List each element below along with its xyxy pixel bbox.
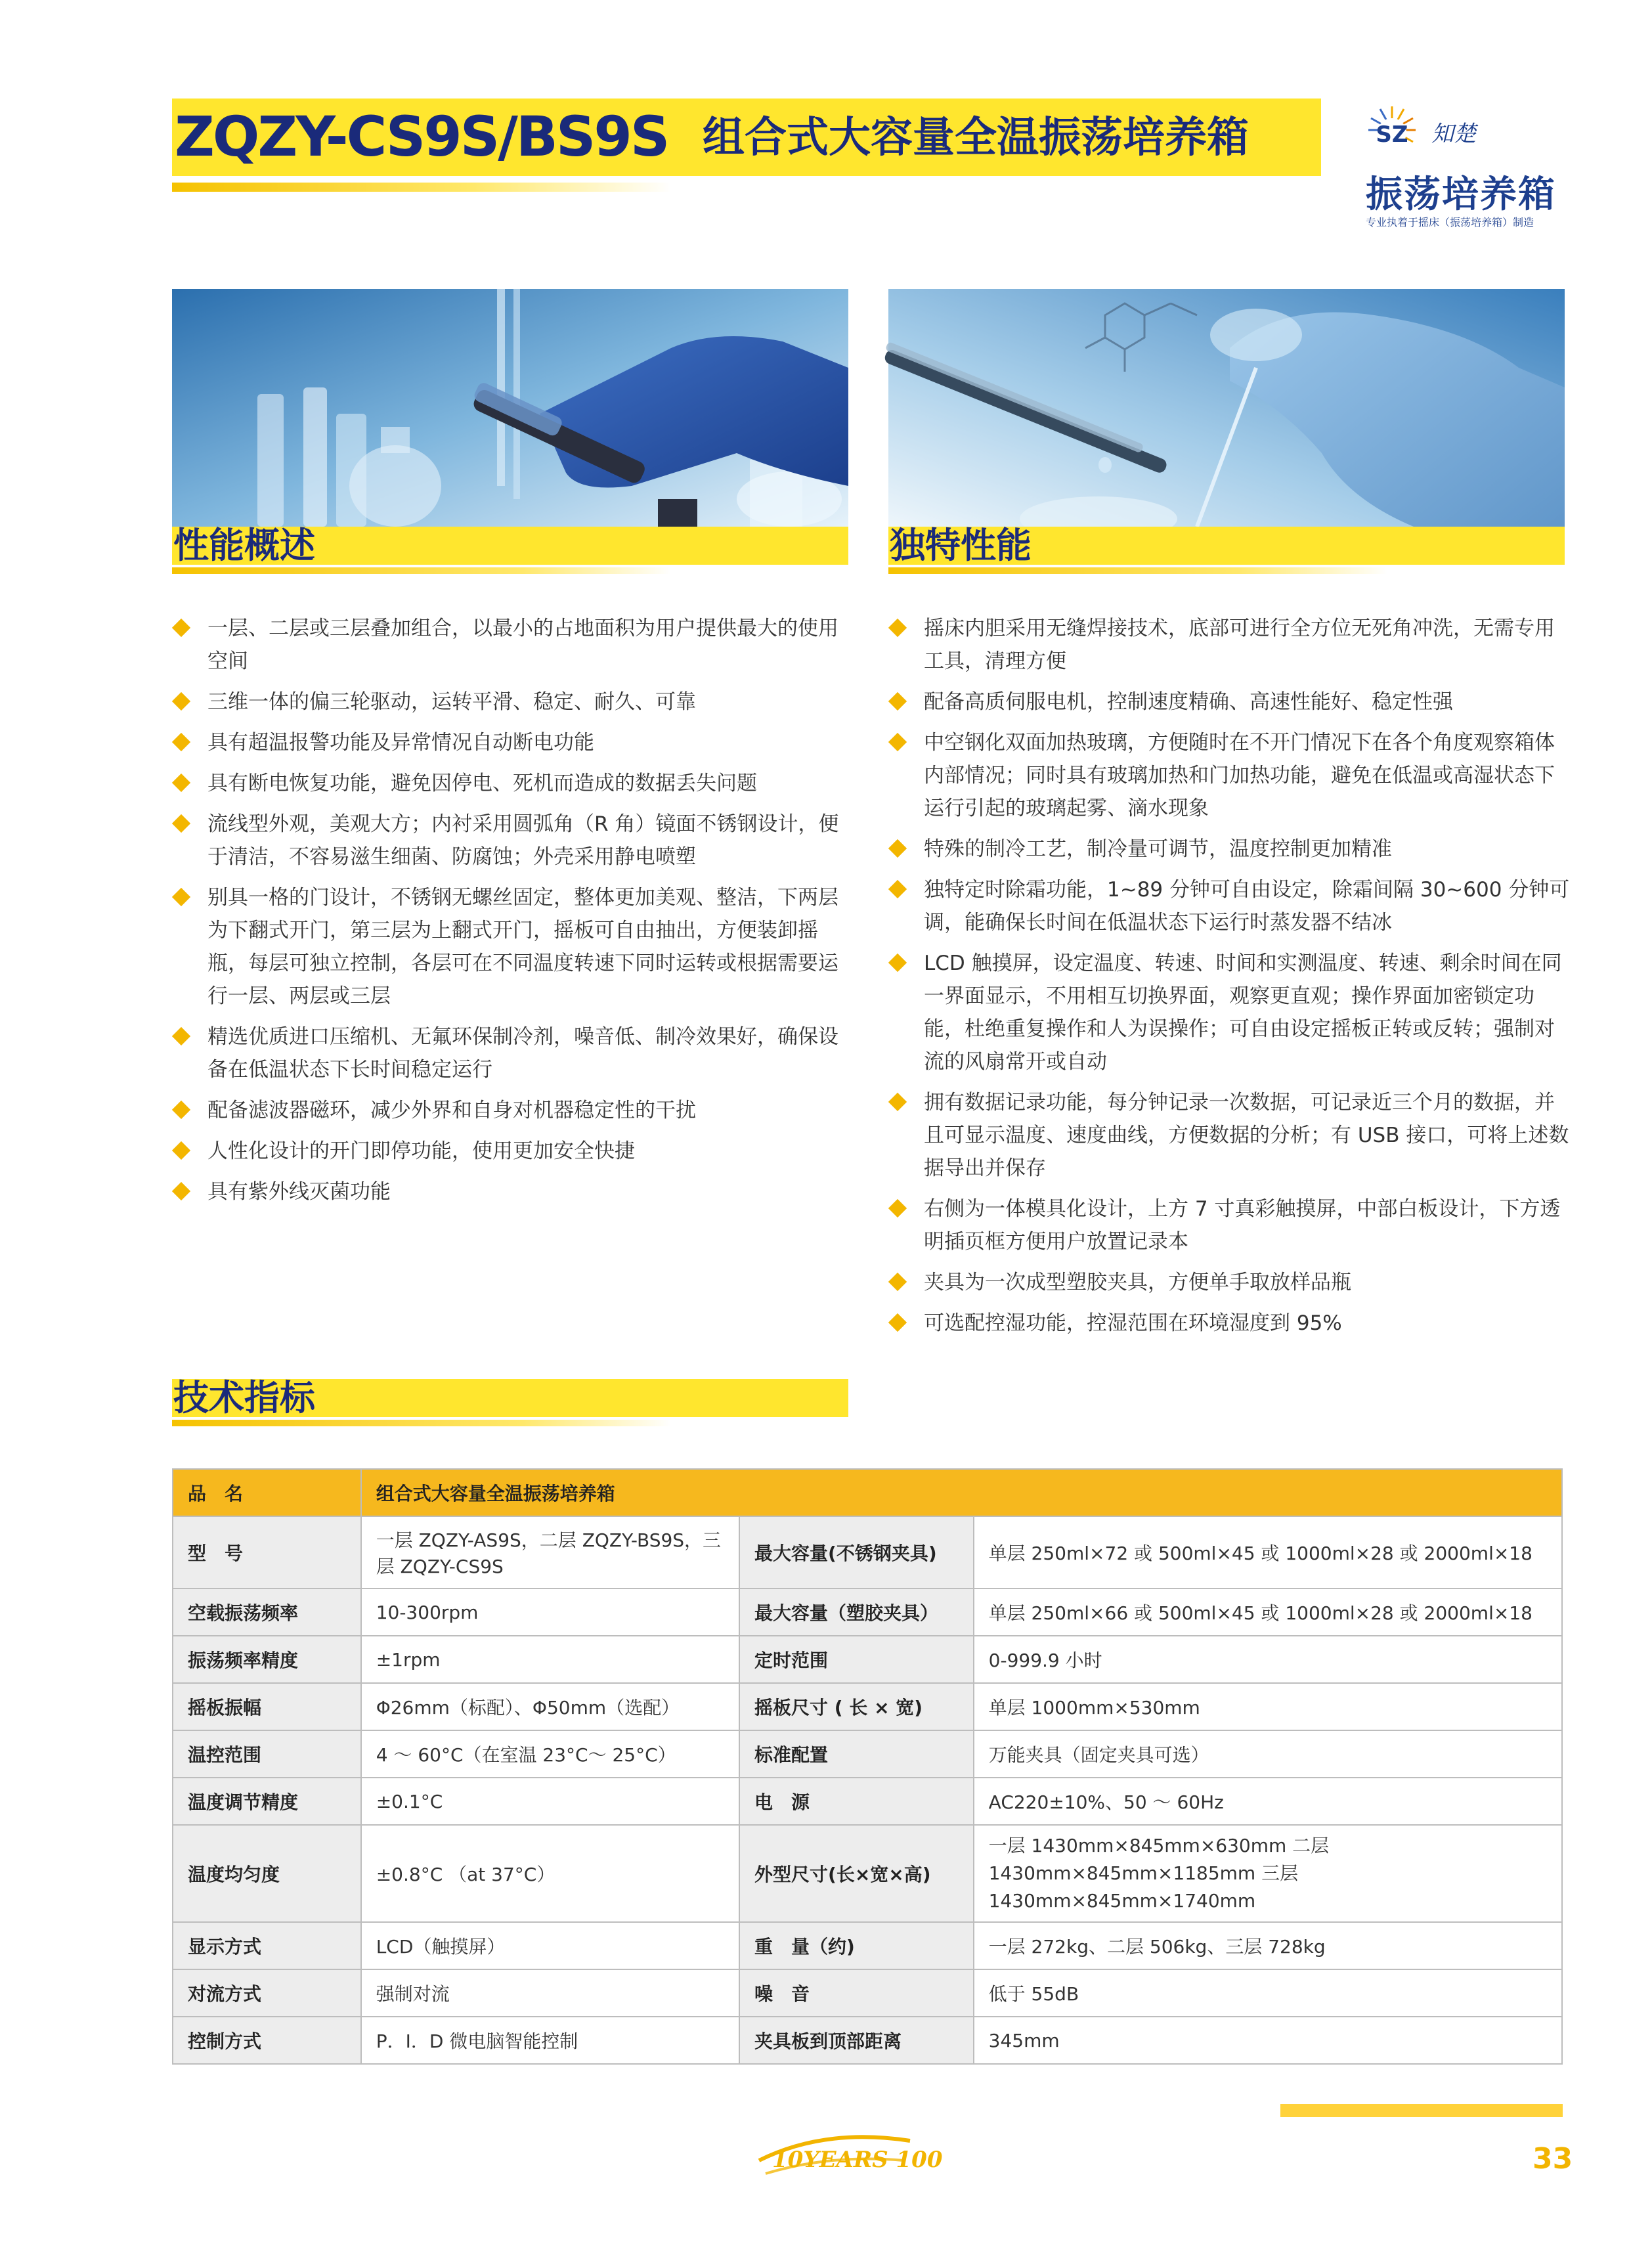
list-item: 具有断电恢复功能，避免因停电、死机而造成的数据丢失问题 (172, 767, 855, 800)
table-row (173, 2017, 1562, 2064)
spec-key: 标准配置 (739, 1730, 974, 1778)
list-item: 流线型外观，美观大方；内衬采用圆弧角（R 角）镜面不锈钢设计，便于清洁，不容易滋生细菌、防腐蚀；外壳采用静电喷塑 (172, 808, 855, 873)
spec-key: 控制方式 (173, 2017, 361, 2064)
list-item: 具有超温报警功能及异常情况自动断电功能 (172, 726, 855, 759)
section-unique-title: 独特性能 (890, 525, 1032, 566)
list-item: 拥有数据记录功能，每分钟记录一次数据，可记录近三个月的数据，并且可显示温度、速度曲线，方便数据的分析；有 USB 接口，可将上述数据导出并保存 (888, 1086, 1571, 1185)
section-unique-underline (888, 567, 1387, 574)
footer-accent-bar (1280, 2104, 1563, 2117)
section-specs-underline (172, 1420, 671, 1426)
list-item: 人性化设计的开门即停功能，使用更加安全快捷 (172, 1135, 855, 1168)
list-item: LCD 触摸屏，设定温度、转速、时间和实测温度、转速、剩余时间在同一界面显示，不用相互切换界面，观察更直观；操作界面加密锁定功能，杜绝重复操作和人为误操作；可自由设定摇板正转或反转；强制对流的风扇常开或自动 (888, 947, 1571, 1078)
spec-key: 型 号 (173, 1516, 361, 1589)
spec-key: 重 量（约) (739, 1922, 974, 1969)
brand-subtitle: 专业执着于摇床（振荡培养箱）制造 (1366, 216, 1534, 229)
list-item: 右侧为一体模具化设计，上方 7 寸真彩触摸屏，中部白板设计，下方透明插页框方便用户放置记录本 (888, 1193, 1571, 1258)
list-item: 别具一格的门设计，不锈钢无螺丝固定，整体更加美观、整洁，下两层为下翻式开门，第三层为上翻式开门，摇板可自由抽出，方便装卸摇瓶，每层可独立控制，各层可在不同温度转速下同时运转或根据需要运行一层、两层或三层 (172, 881, 855, 1013)
product-model: ZQZY-CS9S/BS9S (175, 104, 668, 169)
list-item: 配备滤波器磁环，减少外界和自身对机器稳定性的干扰 (172, 1094, 855, 1127)
product-title: 组合式大容量全温振荡培养箱 (703, 114, 1249, 162)
section-overview-underline (172, 567, 671, 574)
spec-key: 摇板振幅 (173, 1683, 361, 1730)
list-item: 摇床内胆采用无缝焊接技术，底部可进行全方位无死角冲洗，无需专用工具，清理方便 (888, 612, 1571, 678)
table-row (173, 1730, 1562, 1778)
list-item: 一层、二层或三层叠加组合，以最小的占地面积为用户提供最大的使用空间 (172, 612, 855, 678)
spec-value: AC220±10%、50 ～ 60Hz (974, 1778, 1562, 1825)
spec-key: 噪 音 (739, 1969, 974, 2017)
table-row (173, 1683, 1562, 1730)
list-item: 可选配控湿功能，控湿范围在环境湿度到 95% (888, 1307, 1571, 1340)
brand-title: 振荡培养箱 (1366, 173, 1556, 216)
spec-value: 万能夹具（固定夹具可选） (974, 1730, 1562, 1778)
spec-key: 摇板尺寸 ( 长 × 宽) (739, 1683, 974, 1730)
spec-value: 一层 1430mm×845mm×630mm 二层 1430mm×845mm×1185mm 三层 1430mm×845mm×1740mm (974, 1825, 1562, 1922)
table-row (173, 1636, 1562, 1683)
brand-name: 知楚 (1431, 121, 1476, 147)
list-item: 三维一体的偏三轮驱动，运转平滑、稳定、耐久、可靠 (172, 686, 855, 718)
lab-photo-right (888, 289, 1565, 527)
list-item: 具有紫外线灭菌功能 (172, 1175, 855, 1208)
spec-key: 定时范围 (739, 1636, 974, 1683)
spec-value: P．I．D 微电脑智能控制 (361, 2017, 739, 2064)
spec-value: LCD（触摸屏） (361, 1922, 739, 1969)
spec-key: 温控范围 (173, 1730, 361, 1778)
spec-value: ±0.1°C (361, 1778, 739, 1825)
spec-value: 强制对流 (361, 1969, 739, 2017)
spec-value: 10-300rpm (361, 1589, 739, 1636)
table-row (173, 1825, 1562, 1922)
brand-logo (1359, 99, 1582, 230)
page-number: 33 (1532, 2142, 1573, 2176)
spec-key: 空载振荡频率 (173, 1589, 361, 1636)
table-row (173, 1469, 1562, 1516)
spec-key: 显示方式 (173, 1922, 361, 1969)
spec-value: 单层 250ml×66 或 500ml×45 或 1000ml×28 或 2000ml×18 (974, 1589, 1562, 1636)
spec-value: 4 ～ 60°C（在室温 23°C～ 25°C） (361, 1730, 739, 1778)
list-item: 独特定时除霜功能，1~89 分钟可自由设定，除霜间隔 30~600 分钟可调，能确保长时间在低温状态下运行时蒸发器不结冰 (888, 873, 1571, 939)
unique-list (888, 612, 1571, 1348)
list-item: 夹具为一次成型塑胶夹具，方便单手取放样品瓶 (888, 1266, 1571, 1299)
spec-key: 振荡频率精度 (173, 1636, 361, 1683)
spec-key: 夹具板到顶部距离 (739, 2017, 974, 2064)
spec-value: 单层 1000mm×530mm (974, 1683, 1562, 1730)
spec-value: 单层 250ml×72 或 500ml×45 或 1000ml×28 或 2000ml×18 (974, 1516, 1562, 1589)
spec-value: 一层 272kg、二层 506kg、三层 728kg (974, 1922, 1562, 1969)
spec-key: 最大容量(不锈钢夹具) (739, 1516, 974, 1589)
list-item: 配备高质伺服电机，控制速度精确、高速性能好、稳定性强 (888, 686, 1571, 718)
spec-value: 一层 ZQZY-AS9S，二层 ZQZY-BS9S，三层 ZQZY-CS9S (361, 1516, 739, 1589)
spec-value: 345mm (974, 2017, 1562, 2064)
spec-value: 组合式大容量全温振荡培养箱 (361, 1469, 1562, 1516)
section-unique-header (888, 527, 1565, 565)
spec-value: Φ26mm（标配）、Φ50mm（选配） (361, 1683, 739, 1730)
section-overview-title: 性能概述 (173, 525, 315, 566)
title-banner (172, 99, 1321, 176)
spec-key: 外型尺寸(长×宽×高) (739, 1825, 974, 1922)
anniversary-logo-icon (746, 2115, 943, 2187)
spec-key: 温度调节精度 (173, 1778, 361, 1825)
spec-value: 0-999.9 小时 (974, 1636, 1562, 1683)
svg-text:SZ: SZ (1376, 121, 1408, 148)
spec-key: 对流方式 (173, 1969, 361, 2017)
spec-key: 品 名 (173, 1469, 361, 1516)
section-overview-header (172, 527, 848, 565)
list-item: 精选优质进口压缩机、无氟环保制冷剂，噪音低、制冷效果好，确保设备在低温状态下长时间稳定运行 (172, 1020, 855, 1086)
spec-table (172, 1468, 1563, 2065)
table-row (173, 1516, 1562, 1589)
section-specs-header (172, 1379, 848, 1417)
overview-list (172, 612, 855, 1216)
svg-text:10YEARS 100: 10YEARS 100 (772, 2147, 943, 2173)
table-row (173, 1778, 1562, 1825)
table-row (173, 1589, 1562, 1636)
sz-logo-icon (1366, 104, 1418, 156)
title-underline (172, 183, 671, 192)
spec-value: ±0.8°C （at 37°C） (361, 1825, 739, 1922)
spec-key: 最大容量（塑胶夹具） (739, 1589, 974, 1636)
spec-value: ±1rpm (361, 1636, 739, 1683)
table-row (173, 1922, 1562, 1969)
table-row (173, 1969, 1562, 2017)
spec-key: 电 源 (739, 1778, 974, 1825)
spec-value: 低于 55dB (974, 1969, 1562, 2017)
list-item: 特殊的制冷工艺，制冷量可调节，温度控制更加精准 (888, 833, 1571, 866)
list-item: 中空钢化双面加热玻璃，方便随时在不开门情况下在各个角度观察箱体内部情况；同时具有玻璃加热和门加热功能，避免在低温或高湿状态下运行引起的玻璃起雾、滴水现象 (888, 726, 1571, 825)
spec-key: 温度均匀度 (173, 1825, 361, 1922)
section-specs-title: 技术指标 (173, 1377, 315, 1418)
lab-photo-left (172, 289, 848, 527)
